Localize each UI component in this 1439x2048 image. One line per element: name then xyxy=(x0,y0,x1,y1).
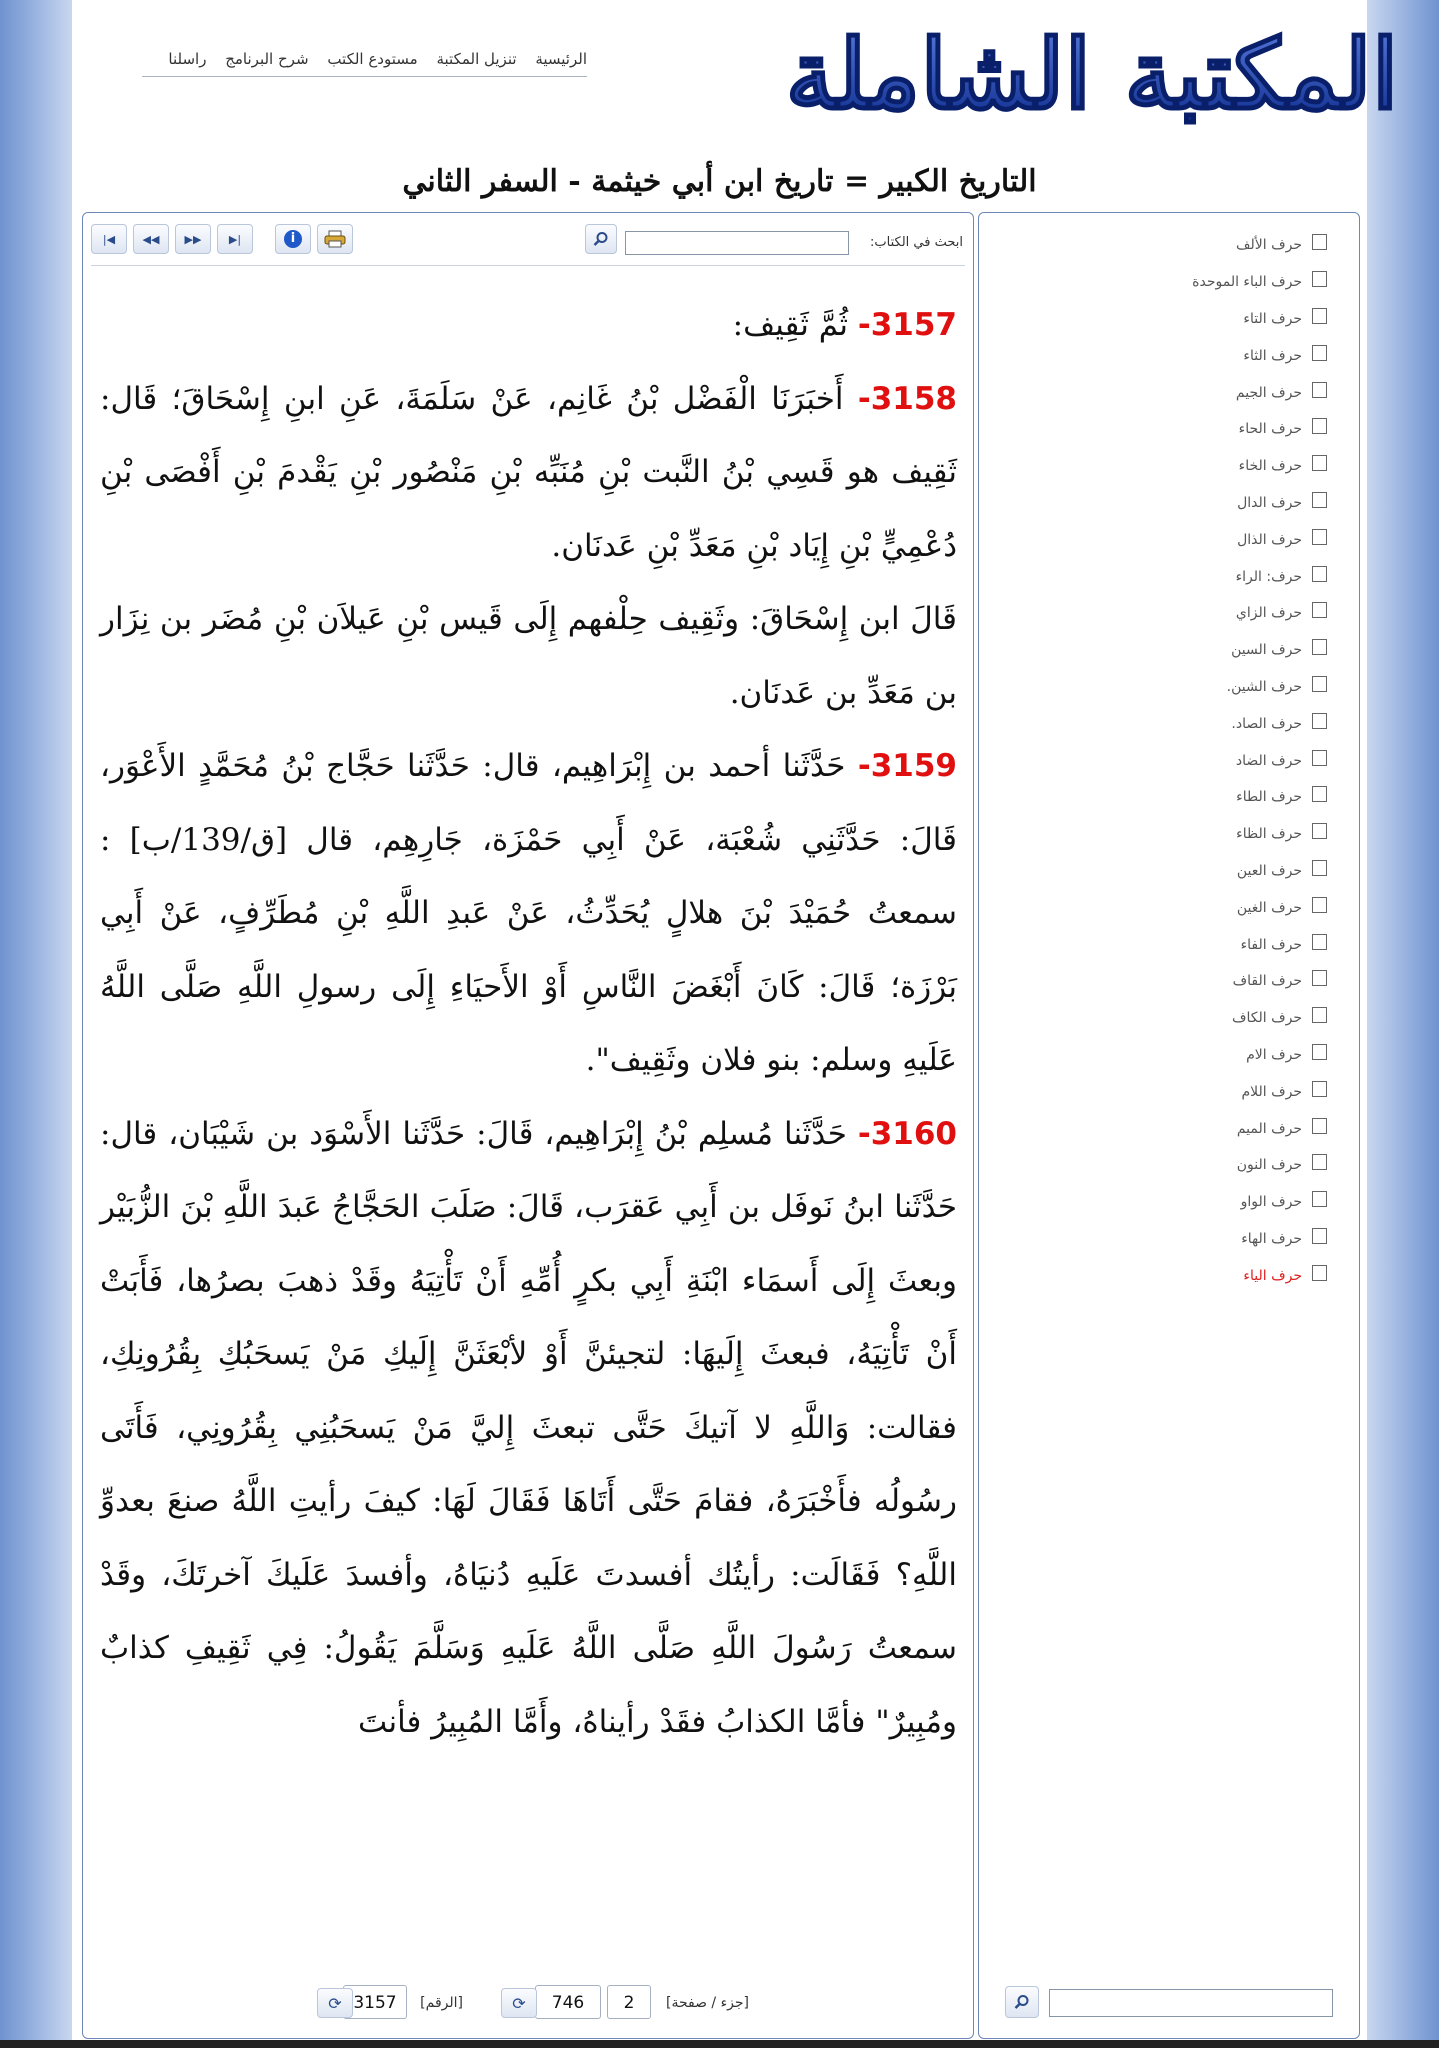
hadith-text: قَالَ ابن إِسْحَاقَ: وثَقِيف حِلْفهم إِلَى قَيس بْنِ عَيلاَن بْنِ مُضَر بن نِزَار بن مَعَدِّ بن عَدنَان. xyxy=(100,601,957,711)
hadith-number: 3157- xyxy=(857,307,957,343)
toc-sidebar xyxy=(978,212,1360,2039)
page-icon xyxy=(1312,529,1327,545)
toc-item-label: حرف الميم xyxy=(1236,1120,1302,1137)
nav-books-repo[interactable]: مستودع الكتب xyxy=(327,50,418,68)
pager xyxy=(83,1985,973,2025)
hadith-paragraph xyxy=(100,289,957,363)
toc-item-label: حرف الحاء xyxy=(1238,421,1302,438)
hadith-paragraph xyxy=(100,363,957,584)
part-page-label: [جزء / صفحة] xyxy=(665,1995,749,2011)
part-input[interactable]: 2 xyxy=(607,1985,651,2019)
nav-download[interactable]: تنزيل المكتبة xyxy=(436,50,517,68)
next-page-button[interactable] xyxy=(175,224,211,254)
toc-item[interactable] xyxy=(1192,374,1327,411)
hadith-number: 3159- xyxy=(857,748,957,784)
toc-item[interactable] xyxy=(1192,485,1327,522)
page-icon xyxy=(1312,1118,1327,1134)
toc-item-label: حرف الجيم xyxy=(1235,384,1302,401)
page-icon xyxy=(1312,934,1327,950)
toc-item[interactable] xyxy=(1192,227,1327,264)
toc-item[interactable] xyxy=(1192,521,1327,558)
first-page-button[interactable] xyxy=(91,224,127,254)
refresh-icon: ⟳ xyxy=(328,1993,342,2013)
search-book-button[interactable] xyxy=(585,224,617,254)
toc-item-label: حرف: الراء xyxy=(1235,568,1302,585)
page-icon xyxy=(1312,750,1327,766)
toc-item[interactable] xyxy=(1192,853,1327,890)
logo-graphic xyxy=(785,0,1399,150)
toc-item[interactable] xyxy=(1192,963,1327,1000)
toc-item[interactable] xyxy=(1192,411,1327,448)
toc-item-label: حرف الكاف xyxy=(1231,1010,1302,1027)
page-icon xyxy=(1312,639,1327,655)
toc-item-label: حرف الشين. xyxy=(1226,678,1302,695)
toc-item[interactable] xyxy=(1192,926,1327,963)
toc-item-label: حرف الطاء xyxy=(1236,789,1302,806)
toc-item-label: حرف الفاء xyxy=(1240,936,1302,953)
first-page-icon: |◀ xyxy=(102,232,116,246)
toc-item-label: حرف الهاء xyxy=(1241,1230,1302,1247)
toc-item-label: حرف الذال xyxy=(1237,531,1302,548)
toc-item[interactable] xyxy=(1192,669,1327,706)
toc-item[interactable] xyxy=(1192,448,1327,485)
page-icon xyxy=(1312,860,1327,876)
toc-item[interactable] xyxy=(1192,337,1327,374)
page-icon xyxy=(1312,1191,1327,1207)
toolbar-divider xyxy=(91,265,965,266)
toc-item-label: حرف النون xyxy=(1236,1157,1302,1174)
logo-text: المكتبة الشاملة xyxy=(785,18,1399,131)
toc-item[interactable] xyxy=(1192,595,1327,632)
toc-item-label: حرف التاء xyxy=(1243,310,1302,327)
page-icon xyxy=(1312,1044,1327,1060)
page-icon xyxy=(1312,234,1327,250)
print-button[interactable] xyxy=(317,224,353,254)
page-icon xyxy=(1312,970,1327,986)
page-input[interactable]: 746 xyxy=(535,1985,601,2019)
hadith-paragraph xyxy=(100,730,957,1098)
page xyxy=(72,0,1399,2048)
page-icon xyxy=(1312,271,1327,287)
page-icon xyxy=(1312,1154,1327,1170)
toc-item-label: حرف القاف xyxy=(1232,973,1302,990)
content-panel xyxy=(82,212,974,2039)
top-nav xyxy=(142,50,587,77)
num-input[interactable]: 3157 xyxy=(343,1985,407,2019)
search-icon xyxy=(1014,1994,1030,2010)
page-icon xyxy=(1312,823,1327,839)
toc-item[interactable] xyxy=(1192,1110,1327,1147)
toc-item[interactable] xyxy=(1192,889,1327,926)
toc-search-button[interactable] xyxy=(1005,1986,1039,2018)
toc-item-label: حرف العين xyxy=(1236,862,1302,879)
search-book-label: ابحث في الكتاب: xyxy=(870,235,963,250)
num-label: [الرقم] xyxy=(420,1995,463,2011)
book-title: التاريخ الكبير = تاريخ ابن أبي خيثمة - السفر الثاني xyxy=(402,164,1037,199)
site-logo[interactable] xyxy=(785,0,1399,150)
toc-item[interactable] xyxy=(1192,1147,1327,1184)
toc-item-label: حرف الام xyxy=(1246,1046,1302,1063)
toc-item[interactable] xyxy=(1192,742,1327,779)
hadith-paragraph xyxy=(100,1098,957,1760)
page-icon xyxy=(1312,382,1327,398)
print-icon xyxy=(324,230,346,248)
toc-item-label: حرف الياء xyxy=(1243,1267,1302,1284)
toc-item-label: حرف اللام xyxy=(1241,1083,1302,1100)
page-icon xyxy=(1312,676,1327,692)
toc-item[interactable] xyxy=(1192,1257,1327,1294)
toc-item[interactable] xyxy=(1192,1073,1327,1110)
toc-item-label: حرف الواو xyxy=(1240,1194,1302,1211)
page-icon xyxy=(1312,455,1327,471)
toc-item[interactable] xyxy=(1192,816,1327,853)
book-text xyxy=(100,289,957,1759)
page-icon xyxy=(1312,713,1327,729)
page-icon xyxy=(1312,418,1327,434)
toc-item-label: حرف الثاء xyxy=(1243,347,1302,364)
toc-item-label: حرف الضاد xyxy=(1235,752,1302,769)
refresh-icon: ⟳ xyxy=(512,1993,526,2013)
toc-item[interactable] xyxy=(1192,264,1327,301)
hadith-text: أَخبَرَنَا الْفَضْل بْنُ غَانِم، عَنْ سَلَمَةَ، عَنِ ابنِ إِسْحَاقَ؛ قَال: ثَقِيف هو قَسِي بْنُ النَّبت بْنِ مُنَبِّه بْنِ مَنْصُور بْنِ يَقْدمَ بْنِ أَفْصَى بْنِ دُعْمِيٍّ بْنِ إِيَاد بْنِ مَعَدِّ بْنِ عَدنَان. xyxy=(100,380,957,564)
hadith-text: حَدَّثَنا مُسلِم بْنُ إِبْرَاهِيم، قَالَ: حَدَّثَنا الأَسْوَد بن شَيْبَان، قال: حَدَّثَنا ابنُ نَوفَل بن أَبِي عَقرَب، قَالَ: صَلَبَ الحَجَّاجُ عَبدَ اللَّهِ بْنَ الزُّبَيْر وبعثَ إِلَى أَسمَاء ابْنَةِ أَبِي بكرٍ أُمِّهِ أَنْ تَأْتِيَهُ وقَدْ ذهبَ بصرُها، فَأَبَتْ أَنْ تَأْتِيَهُ، فبعثَ إِلَيهَا: لتجيئنَّ أَوْ لأبْعَثَنَّ إِلَيكِ مَنْ يَسحَبُكِ بِقُرُونِكِ، فقالت: وَاللَّهِ لا آتيكَ حَتَّى تبعثَ إِليَّ مَنْ يَسحَبُنِي بِقُرُونِي، فَأَتَى رسُولُه فأَخْبَرَهُ، فقامَ حَتَّى أَتَاهَا فَقَالَ لَهَا: كيفَ رأيتِ اللَّهُ صنعَ بعدوِّ اللَّهِ؟ فَقَالَت: رأيتُك أفسدتَ عَلَيهِ دُنيَاهُ، وأفسدَ عَلَيكَ آخرتَكَ، وقَدْ سمعتُ رَسُولَ اللَّهِ صَلَّى اللَّهُ عَلَيهِ وَسَلَّمَ يَقُولُ: فِي ثَقِيفِ كذابٌ ومُبِيرٌ" فأمَّا الكذابُ فقَدْ رأيناهُ، وأَمَّا المُبِيرُ فأنتَ xyxy=(100,1115,957,1740)
toc-item-label: حرف الظاء xyxy=(1236,826,1302,843)
toc-item-label: حرف الألف xyxy=(1236,237,1302,254)
toc-item[interactable] xyxy=(1192,1000,1327,1037)
toc-list xyxy=(1192,227,1327,1294)
last-page-button[interactable] xyxy=(217,224,253,254)
page-icon xyxy=(1312,345,1327,361)
toc-item-label: حرف الخاء xyxy=(1238,458,1302,475)
toc-item[interactable] xyxy=(1192,705,1327,742)
page-icon xyxy=(1312,602,1327,618)
bottom-border xyxy=(0,2040,1439,2048)
page-icon xyxy=(1312,786,1327,802)
page-icon xyxy=(1312,308,1327,324)
hadith-text: حَدَّثَنا أحمد بن إِبْرَاهِيم، قال: حَدَّثَنا حَجَّاج بْنُ مُحَمَّدٍ الأَعْوَر، قَالَ: حَدَّثَنِي شُعْبَة، عَنْ أَبِي حَمْزَة، جَارِهِم، قال [ق/139/ب] : سمعتُ حُمَيْدَ بْنَ هلالٍ يُحَدِّثُ، عَنْ عَبدِ اللَّهِ بْنِ مُطَرِّفٍ، عَنْ أَبِي بَرْزَة؛ قَالَ: كَانَ أَبْغَضَ النَّاسِ أَوْ الأَحيَاءِ إِلَى رسولِ اللَّهِ صَلَّى اللَّهُ عَلَيهِ وسلم: بنو فلان وثَقِيف". xyxy=(100,748,957,1078)
hadith-text: ثُمَّ ثَقِيف: xyxy=(732,307,858,343)
hadith-number: 3158- xyxy=(857,380,957,417)
hadith-paragraph xyxy=(100,583,957,730)
info-button[interactable] xyxy=(275,224,311,254)
toc-item-label: حرف الدال xyxy=(1237,494,1302,511)
toc-item[interactable] xyxy=(1192,779,1327,816)
toc-item[interactable] xyxy=(1192,558,1327,595)
page-icon xyxy=(1312,1081,1327,1097)
toc-search-input[interactable] xyxy=(1049,1989,1333,2017)
search-icon xyxy=(593,231,609,247)
toolbar xyxy=(83,213,973,265)
page-icon xyxy=(1312,1228,1327,1244)
search-book-input[interactable] xyxy=(625,231,849,255)
toc-item-label: حرف الصاد. xyxy=(1231,715,1302,732)
toc-item[interactable] xyxy=(1192,632,1327,669)
page-icon xyxy=(1312,1265,1327,1281)
toc-item-label: حرف السين xyxy=(1231,642,1302,659)
toc-item-label: حرف الغين xyxy=(1236,899,1302,916)
hadith-number: 3160- xyxy=(857,1115,957,1152)
last-page-icon: ▶| xyxy=(228,232,242,246)
page-icon xyxy=(1312,492,1327,508)
toc-item[interactable] xyxy=(1192,1184,1327,1221)
go-page-button[interactable] xyxy=(501,1988,537,2018)
toc-item-label: حرف الباء الموحدة xyxy=(1192,274,1302,291)
page-icon xyxy=(1312,897,1327,913)
toc-item-label: حرف الزاي xyxy=(1235,605,1302,622)
page-icon xyxy=(1312,1007,1327,1023)
nav-home[interactable]: الرئيسية xyxy=(535,50,587,68)
toc-item[interactable] xyxy=(1192,1037,1327,1074)
page-icon xyxy=(1312,566,1327,582)
nav-program-guide[interactable]: شرح البرنامج xyxy=(225,50,309,68)
nav-contact[interactable]: راسلنا xyxy=(168,50,207,68)
go-num-button[interactable] xyxy=(317,1988,353,2018)
toc-item[interactable] xyxy=(1192,1221,1327,1258)
next-page-icon: ▶▶ xyxy=(184,232,202,246)
prev-page-icon: ◀◀ xyxy=(142,232,160,246)
info-icon: i xyxy=(284,230,302,248)
toc-item[interactable] xyxy=(1192,301,1327,338)
prev-page-button[interactable] xyxy=(133,224,169,254)
